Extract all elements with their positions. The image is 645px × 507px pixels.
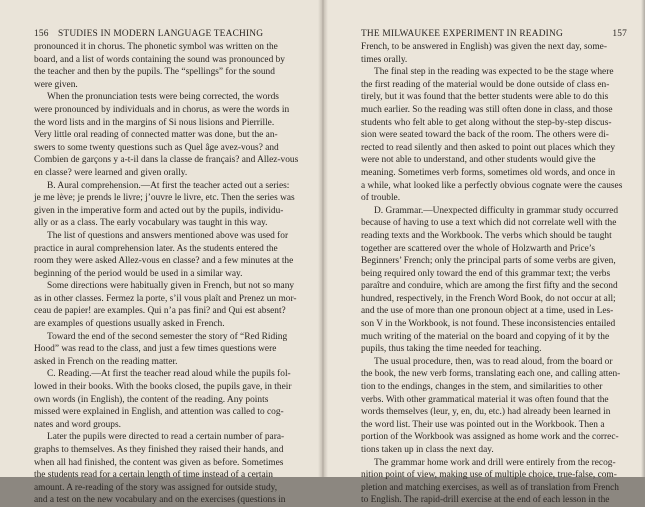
left-text-line: lowed in their books. With the books closed, the pupils gave, in their (34, 382, 292, 393)
right-text-line: of trouble. (361, 193, 401, 204)
right-running-title: THE MILWAUKEE EXPERIMENT IN READING (361, 29, 563, 39)
right-running-head (361, 28, 627, 40)
right-page (323, 0, 645, 506)
left-text-line: Some directions were habitually given in French, but not so many (47, 281, 295, 292)
left-running-head (34, 28, 302, 40)
right-text-line: sion were seated toward the back of the room. The others were di- (361, 130, 609, 141)
right-text-line: because of having to use a text which did not correlate well with the (361, 218, 617, 229)
left-text-line: pronounced it in chorus. The phonetic symbol was written on the (34, 42, 278, 52)
right-text-line: verbs. With other grammatical material it was often found that the (361, 394, 609, 405)
left-text-line: ally or as a class. The early vocabulary was taught in this way. (34, 218, 268, 229)
right-text-line: rected to read silently and then asked to point out places which they (361, 142, 616, 153)
right-text-line: times orally. (361, 54, 408, 65)
right-text-line: the book, the new verb forms, translating each one, and calling atten- (361, 369, 621, 380)
left-text-line: were given. (34, 79, 78, 90)
page-edge-shadow (641, 0, 645, 477)
left-text-line: Very little oral reading of connected matter was done, but the an- (34, 130, 278, 141)
left-text-line: board, and a list of words containing the sound was pronounced by (34, 54, 285, 65)
left-text-line: swers to some twenty questions such as Quel âge avez-vous? and (34, 142, 279, 153)
left-text-line: nates and word groups. (34, 419, 121, 430)
left-text-line: Combien de garçons y a-t-il dans la classe de français? and Allez-vous (34, 155, 299, 166)
right-page-number: 157 (612, 29, 627, 39)
left-text-line: je me lève; je prends le livre; j’ouvre le livre, etc. Then the series was (34, 193, 295, 204)
right-text-line: being required only toward the end of this grammar text; the verbs (361, 268, 611, 279)
left-text-line: own words (in English), the content of the reading. Any points (34, 394, 269, 405)
left-text-line: amount. A re-reading of the story was assigned for outside study, (34, 482, 278, 493)
left-text-line: Later the pupils were directed to read a certain number of para- (47, 432, 285, 443)
left-text-line: the students read for a certain length of time instead of a certain (34, 470, 273, 481)
left-text-line: room they were asked Allez-vous en classe? and a few minutes at the (34, 256, 294, 267)
right-page-body (361, 41, 629, 507)
right-text-line: D. Grammar.—Unexpected difficulty in grammar study occurred (374, 205, 619, 216)
left-text-line: are examples of questions usually asked in French. (34, 319, 225, 330)
left-text-line: asked in French on the reading matter. (34, 356, 178, 367)
left-running-title: STUDIES IN MODERN LANGUAGE TEACHING (58, 29, 264, 39)
left-text-line: were pronounced by individuals and in chorus, as were the words in (34, 104, 290, 115)
right-text-line: students who felt able to get along without the step-by-step discus- (361, 117, 612, 128)
right-text-line: and the use of more than one pronoun object at a time, used in Les- (361, 306, 614, 317)
left-text-line: the teacher and then by the pupils. The “spellings” for the sound (34, 67, 275, 78)
left-text-line: B. Aural comprehension.—At first the teacher acted out a series: (47, 180, 290, 191)
right-text-line: nition point of view, making use of multiple choice, true-false, com- (361, 470, 617, 481)
left-text-line: when all had finished, the content was given as before. Sometimes (34, 457, 284, 468)
left-text-line: The list of questions and answers mentioned above was used for (47, 230, 289, 241)
left-text-line: Hood” was read to the class, and just a few times questions were (34, 344, 277, 355)
right-text-line: Beginners’ French; only the principal parts of some verbs are given, (361, 256, 616, 267)
right-text-line: were not able to understand, and other students would give the (361, 155, 596, 166)
right-text-line: the first reading of the material would be done outside of class en- (361, 79, 610, 90)
left-page-number: 156 (34, 29, 49, 39)
right-text-line: together are scattered over the whole of Holzwarth and Price’s (361, 243, 596, 254)
right-text-line: hundred, respectively, in the French Word Book, do not occur at all; (361, 293, 616, 304)
right-text-line: the word list. Their use was pointed out in the Workbook. Then a (361, 419, 605, 430)
right-text-line: tion to the endings, changes in the stem, and similarities to other (361, 382, 603, 393)
left-text-line: missed were explained in English, and attention was called to cog- (34, 407, 284, 418)
left-text-line: When the pronunciation tests were being corrected, the words (47, 92, 279, 103)
left-text-line: the word lists and in the margins of Si nous lisions and Pierrille. (34, 117, 275, 128)
right-text-line: The final step in the reading was expected to be the stage where (374, 67, 614, 78)
right-text-line: portion of the Workbook was assigned as home work and the correc- (361, 432, 619, 443)
right-text-line: meaning. Sometimes verb forms, sometimes old words, and once in (361, 167, 616, 178)
book-gutter (318, 0, 328, 477)
right-text-line: tions taken up in class the next day. (361, 445, 494, 455)
right-text-line: a while, what looked like a perfectly obvious cognate were the causes (361, 180, 623, 191)
left-text-line: ceau de papier! are examples. Qui n’a pas fini? and Qui est absent? (34, 306, 286, 317)
right-text-line: pletion and matching exercises, as well as of translation from French (361, 482, 619, 493)
right-text-line: tirely, but it was found that the better students were able to do this (361, 92, 609, 103)
left-text-line: en classe? were learned and given orally. (34, 167, 188, 178)
right-text-line: French, to be answered in English) was given the next day, some- (361, 42, 607, 52)
right-text-line: reading texts and the Workbook. The verbs which should be taught (361, 230, 612, 241)
left-text-line: practice in aural comprehension later. As the students entered the (34, 243, 278, 254)
right-text-line: The grammar home work and drill were entirely from the recog- (374, 457, 616, 468)
left-text-line: C. Reading.—At first the teacher read aloud while the pupils fol- (47, 369, 291, 380)
right-text-line: to English. The rapid-drill exercise at the end of each lesson in the (361, 495, 610, 506)
left-page-body (34, 41, 304, 507)
left-text-line: beginning of the period would be used in a similar way. (34, 268, 243, 279)
right-text-line: much writing of the material on the board and copying of it by the (361, 331, 610, 342)
left-text-line: as in other classes. Fermez la porte, s’il vous plaît and Prenez un mor- (34, 293, 297, 304)
left-text-line: Toward the end of the second semester the story of “Red Riding (47, 331, 288, 342)
left-page (0, 0, 322, 506)
right-text-line: words themselves (leur, y, en, du, etc.) had already been learned in (361, 407, 611, 418)
right-text-line: son V in the Workbook, is not found. These inconsistencies entailed (361, 319, 616, 330)
left-text-line: given in the imperative form and acted out by the pupils, individu- (34, 205, 284, 216)
right-text-line: paraître and conduire, which are among the first fifty and the second (361, 281, 618, 292)
left-text-line: graphs to themselves. As they finished they raised their hands, and (34, 445, 284, 455)
right-text-line: The usual procedure, then, was to read aloud, from the board or (374, 356, 613, 367)
right-text-line: much earlier. So the reading was still often done in class, and those (361, 104, 613, 115)
right-text-line: pupils, thus taking the time needed for teaching. (361, 344, 542, 355)
left-text-line: and a test on the new vocabulary and on the exercises (questions in (34, 495, 286, 506)
